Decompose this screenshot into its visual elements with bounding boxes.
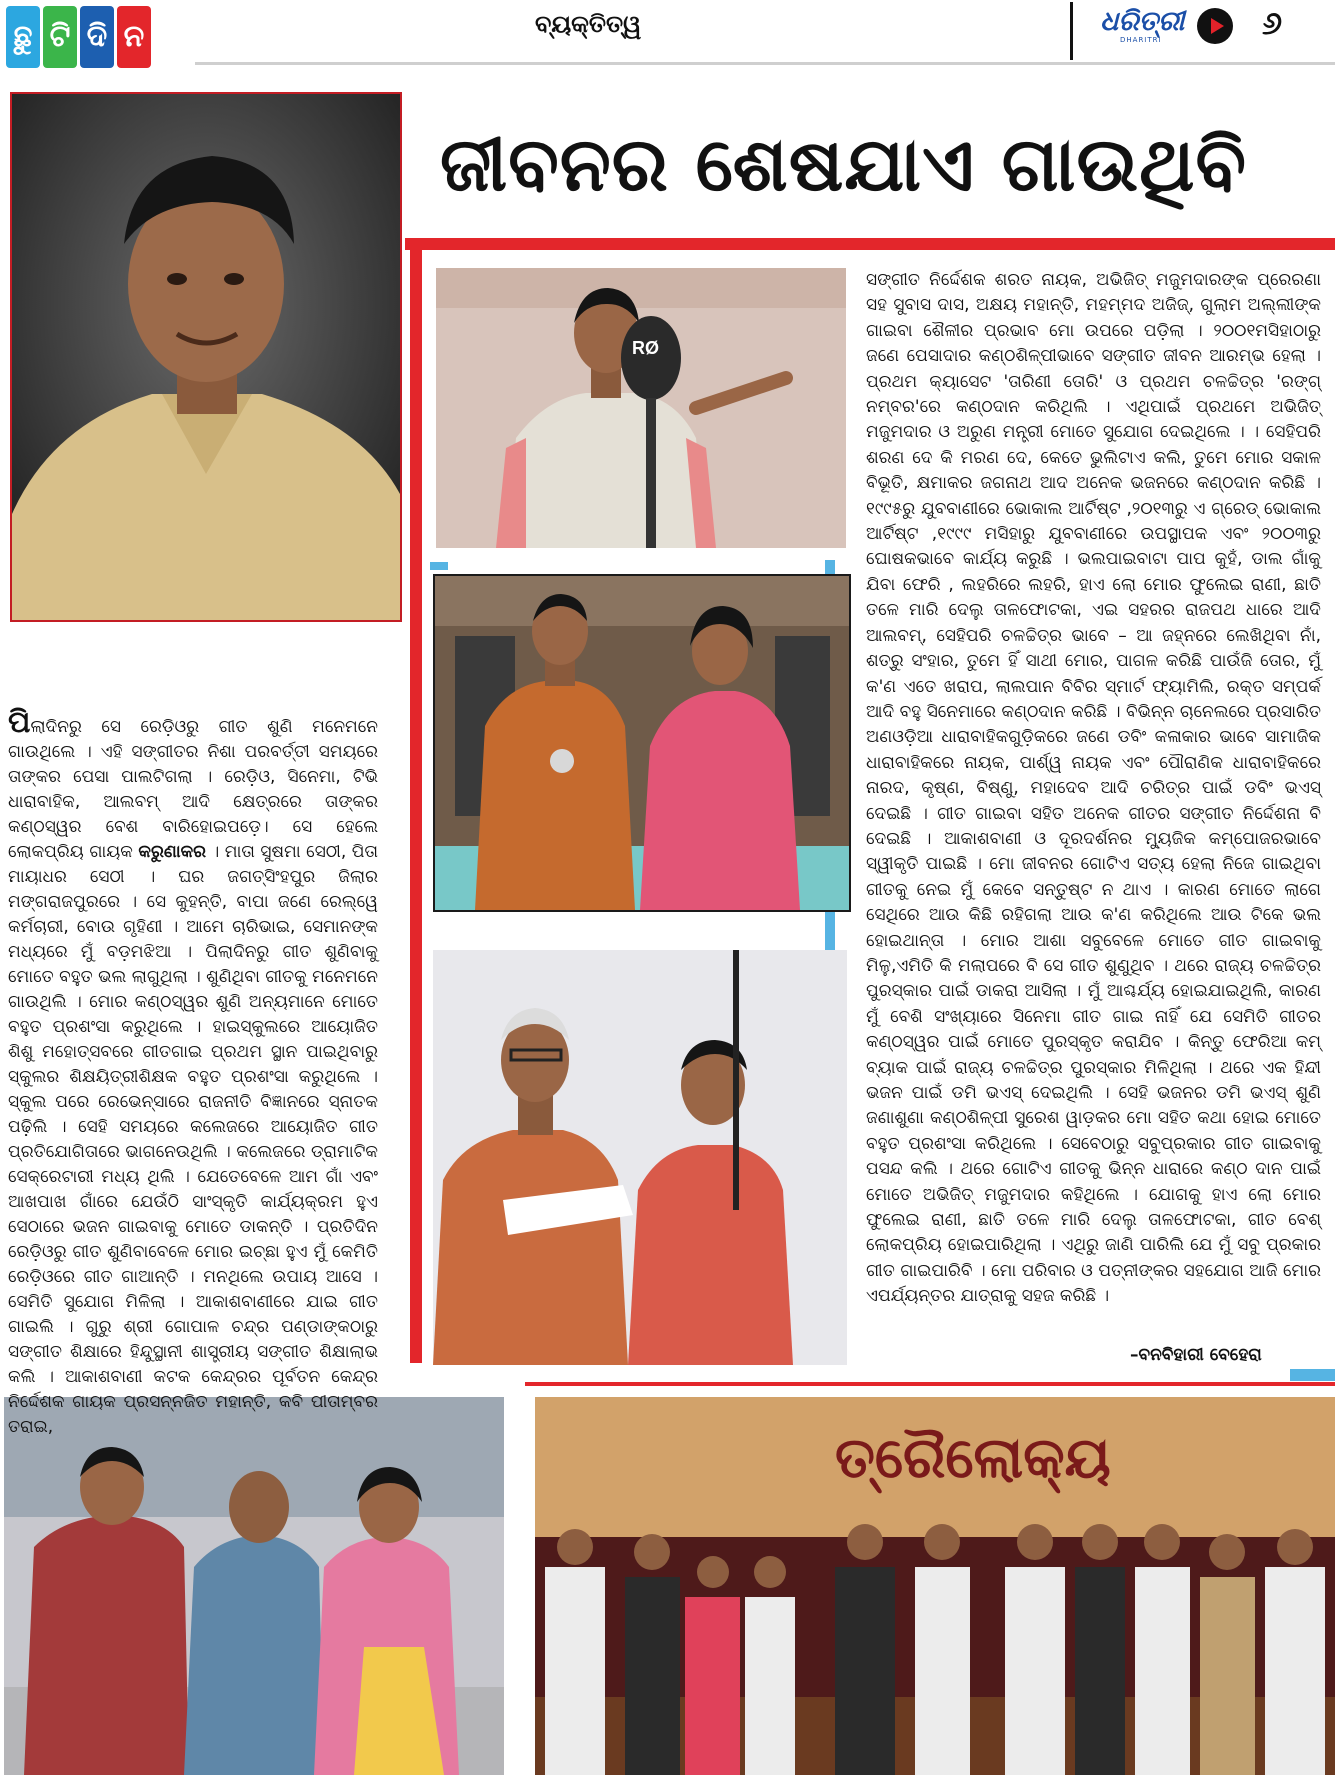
singer-name: କରୁଣାକର (138, 842, 207, 862)
studio-recording-photo (436, 268, 846, 548)
family-photo (4, 1397, 504, 1775)
stage-banner-text: ତ୍ରୈଲୋକ୍ୟ (835, 1426, 1111, 1491)
brand-letter-1: ଛୁ (6, 6, 40, 68)
red-rule-bottom (525, 1382, 1335, 1386)
red-rule-horizontal (405, 238, 1335, 250)
play-icon (1197, 8, 1233, 44)
page-number: ୬ (1262, 4, 1283, 42)
singer-portrait-photo (10, 92, 402, 622)
award-photo (433, 950, 847, 1365)
stage-felicitation-photo (535, 1397, 1335, 1775)
section-title: ବ୍ୟକ୍ତିତ୍ୱ (535, 10, 642, 38)
publication-logo: ଧରିତ୍ରୀ (1100, 6, 1185, 37)
masthead-rule (195, 62, 1335, 65)
masthead-divider (1070, 2, 1073, 60)
article-body-right: ସଙ୍ଗୀତ ନିର୍ଦ୍ଦେଶକ ଶରତ ନାୟକ, ଅଭିଜିତ୍ ମଜୁମଦାରଙ୍କ ପ୍ରେରଣା ସହ ସୁବାସ ଦାସ, ଅକ୍ଷୟ ମହାନ୍ତି, ମହମ୍ମଦ ଅଜିଜ୍, ଗୁଲାମ ଅଲ୍ଲୀଙ୍କ ଗାଇବା ଶୈଳୀର ପ୍ରଭାବ ମୋ ଉପରେ ପଡ଼ିଲା । ୨୦୦୧ମସିହାଠାରୁ ଜଣେ ପେସାଦାର କଣ୍ଠଶିଳ୍ପୀଭାବେ ସଙ୍ଗୀତ ଜୀବନ ଆରମ୍ଭ ହେଲା । ପ୍ରଥମ କ୍ୟାସେଟ 'ତାରିଣୀ ତୋରି' ଓ ପ୍ରଥମ ଚଳଚ୍ଚିତ୍ର 'ରଙ୍ଗ୍ ନମ୍ବର'ରେ କଣ୍ଠଦାନ କରିଥିଲି । ଏଥିପାଇଁ ପ୍ରଥମେ ଅଭିଜିତ୍ ମଜୁମଦାର ଓ ଅରୁଣ ମନ୍ତ୍ରୀ ମୋତେ ସୁଯୋଗ ଦେଇଥିଲେ । । ସେହିପରି ଶରଣ ଦେ କି ମରଣ ଦେ, କେତେ ଭୁଲିଟାଏ କଲି, ତୁମେ ମୋର ସକାଳ ବିଭୂତି, କ୍ଷମାକର ଜଗନାଥ ଆଦ ଅନେକ ଭଜନରେ କଣ୍ଠଦାନ କରିଛି । ୧୯୯୫ରୁ ଯୁବବାଣୀରେ ଭୋକାଲ ଆର୍ଟିଷ୍ଟ ,୨୦୧୩ରୁ ଏ ଗ୍ରେଡ୍ ଭୋକାଲ ଆର୍ଟିଷ୍ଟ ,୧୯୯୯ ମସିହାରୁ ଯୁବବାଣୀରେ ଉପସ୍ଥାପକ ଏବଂ ୨୦୦୩ରୁ ଘୋଷକଭାବେ କାର୍ଯ୍ୟ କରୁଛି । ଭଲପାଇବାଟା ପାପ କୁହଁ, ଡାଲ ଗାଁକୁ ଯିବା ଫେରି , ଲହରିରେ ଲହରି, ହାଏ ଲୋ ମୋର ଫୁଲେଇ ରାଣୀ, ଛାତି ତଳେ ମାରି ଦେଲୁ ତାଳଫୋଟକା, ଏଇ ସହରର ରାଜପଥ ଧାରେ ଆଦି ଆଲବମ୍, ସେହିପରି ଚଳଚ୍ଚିତ୍ର ଭାବେ – ଆ ଜହ୍ନରେ ଲେଖିଥିବା ନାଁ, ଶତ୍ରୁ ସଂହାର, ତୁମେ ହିଁ ସାଥୀ ମୋର, ପାଗଳ କରିଛି ପାଉଁଜି ତୋର, ମୁଁ କ'ଣ ଏତେ ଖରାପ, ଲାଲପାନ ବିବିର ସ୍ମାର୍ଟ ଫ୍ୟାମିଲି, ରକ୍ତ ସମ୍ପର୍କ ଆଦି ବହୁ ସିନେମାରେ କଣ୍ଠଦାନ କରିଛି । ବିଭିନ୍ନ ଚାନେଲରେ ପ୍ରସାରିତ ଅଣଓଡ଼ିଆ ଧାରାବାହିକଗୁଡ଼ିକରେ ଜଣେ ଡବିଂ କଳାକାର ଭାବେ ସାମାଜିକ ଧାରାବାହିକରେ ନାୟକ, ପାର୍ଶ୍ୱ ନାୟକ ଏବଂ ପୌରାଣିକ ଧାରାବାହିକରେ ନାରଦ, କୃଷ୍ଣ, ବିଷ୍ଣୁ, ମହାଦେବ ଆଦି ଚରିତ୍ର ପାଇଁ ଡବିଂ ଭଏସ୍ ଦେଇଛି । ଗୀତ ଗାଇବା ସହିତ ଅନେକ ଗୀତର ସଙ୍ଗୀତ ନିର୍ଦ୍ଦେଶନା ବି ଦେଇଛି । ଆକାଶବାଣୀ ଓ ଦୂରଦର୍ଶନର ମ୍ୟୁଜିକ କମ୍ପୋଜରଭାବେ ସ୍ୱୀକୃତି ପାଇଛି । ମୋ ଜୀବନର ଗୋଟିଏ ସତ୍ୟ ହେଲା ନିଜେ ଗାଇଥିବା ଗୀତକୁ ନେଇ ମୁଁ କେବେ ସନ୍ତୁଷ୍ଟ ନ ଥାଏ । କାରଣ ମୋତେ ଲାଗେ ସେଥିରେ ଆଉ କିଛି ରହିଗଲା ଆଉ କ'ଣ କରିଥିଲେ ଆଉ ଟିକେ ଭଲ ହୋଇଥାନ୍ତା । ମୋର ଆଶା ସବୁବେଳେ ମୋତେ ଗୀତ ଗାଇବାକୁ ମିଳୁ,ଏମିତି କି ମଲାପରେ ବି ସେ ଗୀତ ଶୁଣୁଥିବ । ଥରେ ରାଜ୍ୟ ଚଳଚ୍ଚିତ୍ର ପୁରସ୍କାର ପାଇଁ ଡାକରା ଆସିଲା । ମୁଁ ଆଶ୍ଚର୍ଯ୍ୟ ହୋଇଯାଇଥିଲି, କାରଣ ମୁଁ ବେଶି ସଂଖ୍ୟାରେ ସିନେମା ଗୀତ ଗାଇ ନାହିଁ ଯେ ସେମିତି ଗୀତର କଣ୍ଠସ୍ୱର ପାଇଁ ମୋତେ ପୁରସ୍କୃତ କରାଯିବ । କିନ୍ତୁ ଫେରିଆ କମ୍ ବ୍ୟାକ ପାଇଁ ରାଜ୍ୟ ଚଳଚ୍ଚିତ୍ର ପୁରସ୍କାର ମିଳିଥିଲା । ଥରେ ଏକ ହିନ୍ଦୀ ଭଜନ ପାଇଁ ଡମି ଭଏସ୍ ଦେଇଥିଲି । ସେହି ଭଜନର ଡମି ଭଏସ୍ ଶୁଣି ଜଣାଶୁଣା କଣ୍ଠଶିଳ୍ପୀ ସୁରେଶ ୱାଡ଼କର ମୋ ସହିତ କଥା ହୋଇ ମୋତେ ବହୁତ ପ୍ରଶଂସା କରିଥିଲେ । ସେବେଠାରୁ ସବୁପ୍ରକାର ଗୀତ ଗାଇବାକୁ ପସନ୍ଦ କଲି । ଥରେ ଗୋଟିଏ ଗୀତକୁ ଭିନ୍ନ ଧାରାରେ କଣ୍ଠ ଦାନ ପାଇଁ ମୋତେ ଅଭିଜିତ୍ ମଜୁମଦାର କହିଥିଲେ । ଯୋଗକୁ ହାଏ ଲୋ ମୋର ଫୁଲେଇ ରାଣୀ, ଛାତି ତଳେ ମାରି ଦେଲୁ ତାଳଫୋଟକା, ଗୀତ ବେଶ୍ ଲୋକପ୍ରିୟ ହୋଇପାରିଥିଲା । ଏଥିରୁ ଜାଣି ପାରିଲି ଯେ ମୁଁ ସବୁ ପ୍ରକାର ଗୀତ ଗାଇପାରିବି । ମୋ ପରିବାର ଓ ପତ୍ନୀଙ୍କର ସହଯୋଗ ଆଜି ମୋର ଏପର୍ଯ୍ୟନ୍ତର ଯାତ୍ରାକୁ ସହଜ କରିଛି । (866, 270, 1321, 1307)
tv-show-photo (433, 574, 851, 912)
body-text: ଲାଦିନରୁ ସେ ରେଡ଼ିଓରୁ ଗୀତ ଶୁଣି ମନେମନେ ଗାଉଥିଲେ । ଏହି ସଙ୍ଗୀତର ନିଶା ପରବର୍ତ୍ତୀ ସମୟରେ ତାଙ୍କର ପେସା ପାଲଟିଗଲା । ରେଡ଼ିଓ, ସିନେମା, ଟିଭି ଧାରାବାହିକ, ଆଲବମ୍ ଆଦି କ୍ଷେତ୍ରରେ ତାଙ୍କର କଣ୍ଠସ୍ୱର ବେଶ ବାରିହୋଇପଡ଼େ। ସେ ହେଲେ ଲୋକପ୍ରିୟ ଗାୟକ (8, 717, 378, 862)
drop-cap: ପି (8, 705, 31, 740)
article-body-left (8, 705, 379, 1440)
headline: ଜୀବନର ଶେଷଯାଏ ଗାଉଥିବି (440, 122, 1247, 208)
publication-subtitle: DHARITRI (1120, 36, 1162, 44)
blue-accent-bar (1290, 1369, 1335, 1381)
mic-brand-label: RØ (632, 338, 659, 358)
body-text: । ମାତା ସୁଷମା ସେଠୀ, ପିତା ମାୟାଧର ସେଠୀ । ଘର ଜଗତ୍‌ସିଂହପୁର ଜିଲାର ମଙ୍ଗରାଜପୁରରେ । ସେ କୁହନ୍ତି, ବାପା ଜଣେ ରେଲ୍‌ୱେ କର୍ମଚାରୀ, ବୋଉ ଗୃହିଣୀ । ଆମେ ଚାରିଭାଇ, ସେମାନଙ୍କ ମଧ୍ୟରେ ମୁଁ ବଡ଼ମଝିଆ । ପିଲାଦିନରୁ ଗୀତ ଶୁଣିବାକୁ ମୋତେ ବହୁତ ଭଲ ଲାଗୁଥିଲା । ଶୁଣିଥିବା ଗୀତକୁ ମନେମନେ ଗାଉଥିଲି । ମୋର କଣ୍ଠସ୍ୱର ଶୁଣି ଅନ୍ୟମାନେ ମୋତେ ବହୁତ ପ୍ରଶଂସା କରୁଥିଲେ । ହାଇସ୍କୁଲରେ ଆୟୋଜିତ ଶିଶୁ ମହୋତ୍ସବରେ ଗୀତଗାଇ ପ୍ରଥମ ସ୍ଥାନ ପାଇଥିବାରୁ ସ୍କୁଲର ଶିକ୍ଷୟିତ୍ରୀଶିକ୍ଷକ ବହୁତ ପ୍ରଶଂସା କରୁଥିଲେ । ସ୍କୁଲ ପରେ ରେଭେନ୍ସାରେ ରାଜନୀତି ବିଜ୍ଞାନରେ ସ୍ନାତକ ପଢ଼ିଲି । ସେହି ସମୟରେ କଲେଜରେ ଆୟୋଜିତ ଗୀତ ପ୍ରତିଯୋଗିତାରେ ଭାଗନେଉଥିଲି । କଲେଜରେ ଡ୍ରାମାଟିକ ସେକ୍ରେଟାରୀ ମଧ୍ୟ ଥିଲି । ଯେତେବେଳେ ଆମ ଗାଁ ଏବଂ ଆଖପାଖ ଗାଁରେ ଯେଉଁଠି ସାଂସ୍କୃତି କାର୍ଯ୍ୟକ୍ରମ ହୁଏ ସେଠାରେ ଭଜନ ଗାଇବାକୁ ମୋତେ ଡାକନ୍ତି । ପ୍ରତିଦିନ ରେଡ଼ିଓରୁ ଗୀତ ଶୁଣିବାବେଳେ ମୋର ଇଚ୍ଛା ହୁଏ ମୁଁ କେମିତି ରେଡ଼ିଓରେ ଗୀତ ଗାଆନ୍ତି । ମନଥିଲେ ଉପାୟ ଆସେ । ସେମିତି ସୁଯୋଗ ମିଳିଲା । ଆକାଶବାଣୀରେ ଯାଇ ଗୀତ ଗାଇଲି । ଗୁରୁ ଶ୍ରୀ ଗୋପାଳ ଚନ୍ଦ୍ର ପଣ୍ଡାଙ୍କଠାରୁ ସଙ୍ଗୀତ ଶିକ୍ଷାରେ ହିନ୍ଦୁସ୍ଥାନୀ ଶାସ୍ତ୍ରୀୟ ସଙ୍ଗୀତ ଶିକ୍ଷାଲାଭ କଲି । ଆକାଶବାଣୀ କଟକ କେନ୍ଦ୍ରର ପୂର୍ବତନ କେନ୍ଦ୍ର ନିର୍ଦ୍ଦେଶକ ଗାୟକ ପ୍ରସନ୍ନଜିତ ମହାନ୍ତି, କବି ପୀତାମ୍ବର ତରାଇ, (8, 842, 379, 1437)
brand-logo (6, 6, 151, 68)
red-rule-vertical (410, 238, 422, 1363)
brand-letter-3: ଦି (80, 6, 114, 68)
brand-letter-2: ଟି (43, 6, 77, 68)
blue-accent-bar (430, 562, 448, 570)
brand-letter-4: ନ (117, 6, 151, 68)
byline: –ବନବିହାରୀ ବେହେରା (1130, 1345, 1262, 1365)
